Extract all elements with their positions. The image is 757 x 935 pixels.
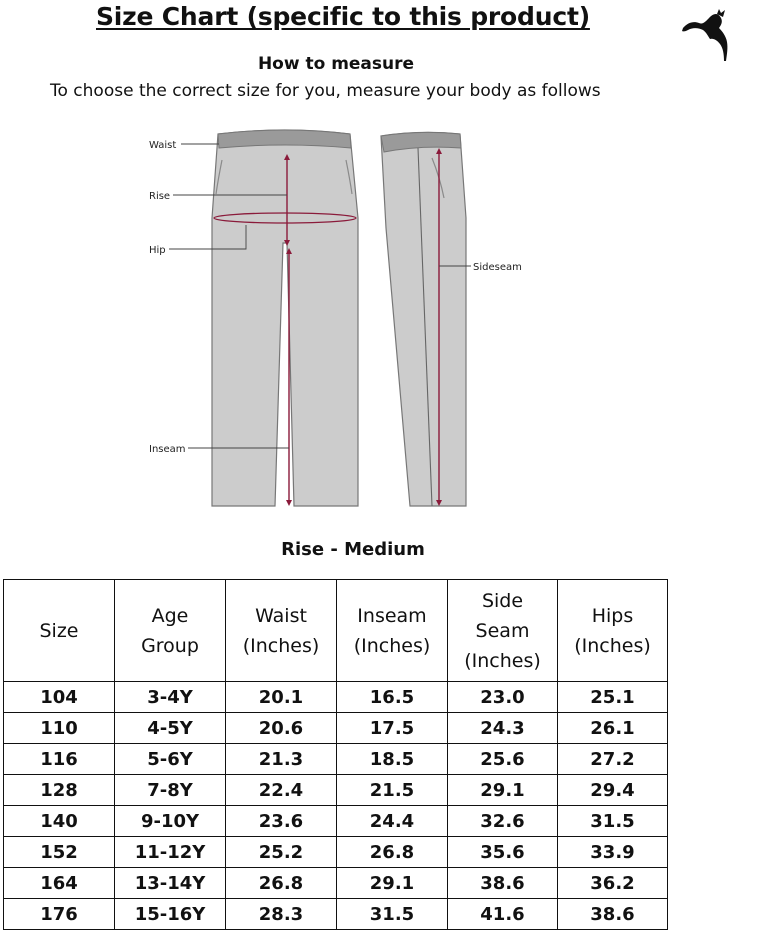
cell-inseam: 26.8 xyxy=(337,837,448,868)
cell-side-seam: 32.6 xyxy=(448,806,558,837)
label-waist: Waist xyxy=(149,140,177,151)
cell-age-group: 7-8Y xyxy=(115,775,226,806)
cell-size: 140 xyxy=(4,806,115,837)
cell-hips: 36.2 xyxy=(558,868,668,899)
cell-waist: 20.6 xyxy=(226,713,337,744)
pants-side-view xyxy=(381,132,466,506)
cell-waist: 25.2 xyxy=(226,837,337,868)
rise-label: Rise - Medium xyxy=(281,539,425,560)
cell-age-group: 15-16Y xyxy=(115,899,226,930)
size-chart-table xyxy=(3,579,668,930)
cell-age-group: 4-5Y xyxy=(115,713,226,744)
pants-measurement-diagram xyxy=(0,118,757,518)
cell-hips: 25.1 xyxy=(558,682,668,713)
header-size: Size xyxy=(4,580,115,682)
table-row xyxy=(4,868,668,899)
table-header-row xyxy=(4,580,668,682)
cell-waist: 22.4 xyxy=(226,775,337,806)
pants-front-view xyxy=(212,130,358,506)
cell-waist: 21.3 xyxy=(226,744,337,775)
cell-side-seam: 35.6 xyxy=(448,837,558,868)
cell-side-seam: 41.6 xyxy=(448,899,558,930)
cell-hips: 33.9 xyxy=(558,837,668,868)
cell-hips: 31.5 xyxy=(558,806,668,837)
cell-waist: 20.1 xyxy=(226,682,337,713)
page-title: Size Chart (specific to this product) xyxy=(96,2,590,31)
cell-waist: 26.8 xyxy=(226,868,337,899)
how-to-heading: How to measure xyxy=(257,54,415,74)
header-hips: Hips (Inches) xyxy=(558,580,668,682)
header-age-group: Age Group xyxy=(115,580,226,682)
header-waist: Waist (Inches) xyxy=(226,580,337,682)
table-row xyxy=(4,806,668,837)
table-row xyxy=(4,837,668,868)
cell-side-seam: 24.3 xyxy=(448,713,558,744)
table-row xyxy=(4,682,668,713)
cell-side-seam: 38.6 xyxy=(448,868,558,899)
table-row xyxy=(4,899,668,930)
label-rise: Rise xyxy=(149,191,171,202)
label-inseam: Inseam xyxy=(149,444,186,455)
table-row xyxy=(4,713,668,744)
header-inseam: Inseam (Inches) xyxy=(337,580,448,682)
cell-waist: 28.3 xyxy=(226,899,337,930)
measure-instruction: To choose the correct size for you, measure your body as follows xyxy=(50,81,601,101)
cell-side-seam: 29.1 xyxy=(448,775,558,806)
cell-inseam: 17.5 xyxy=(337,713,448,744)
cell-size: 104 xyxy=(4,682,115,713)
cell-waist: 23.6 xyxy=(226,806,337,837)
cell-inseam: 18.5 xyxy=(337,744,448,775)
cell-hips: 38.6 xyxy=(558,899,668,930)
cell-size: 116 xyxy=(4,744,115,775)
puma-cat-icon xyxy=(680,6,730,62)
cell-inseam: 16.5 xyxy=(337,682,448,713)
header-side-seam: Side Seam (Inches) xyxy=(448,580,558,682)
cell-side-seam: 25.6 xyxy=(448,744,558,775)
cell-inseam: 29.1 xyxy=(337,868,448,899)
cell-age-group: 13-14Y xyxy=(115,868,226,899)
label-sideseam: Sideseam xyxy=(473,262,522,273)
cell-inseam: 31.5 xyxy=(337,899,448,930)
cell-size: 128 xyxy=(4,775,115,806)
cell-inseam: 24.4 xyxy=(337,806,448,837)
cell-hips: 27.2 xyxy=(558,744,668,775)
cell-age-group: 5-6Y xyxy=(115,744,226,775)
cell-age-group: 3-4Y xyxy=(115,682,226,713)
label-hip: Hip xyxy=(149,245,166,256)
cell-size: 152 xyxy=(4,837,115,868)
table-row xyxy=(4,744,668,775)
cell-age-group: 11-12Y xyxy=(115,837,226,868)
cell-inseam: 21.5 xyxy=(337,775,448,806)
cell-age-group: 9-10Y xyxy=(115,806,226,837)
cell-size: 176 xyxy=(4,899,115,930)
cell-side-seam: 23.0 xyxy=(448,682,558,713)
cell-hips: 26.1 xyxy=(558,713,668,744)
table-row xyxy=(4,775,668,806)
cell-hips: 29.4 xyxy=(558,775,668,806)
cell-size: 110 xyxy=(4,713,115,744)
cell-size: 164 xyxy=(4,868,115,899)
